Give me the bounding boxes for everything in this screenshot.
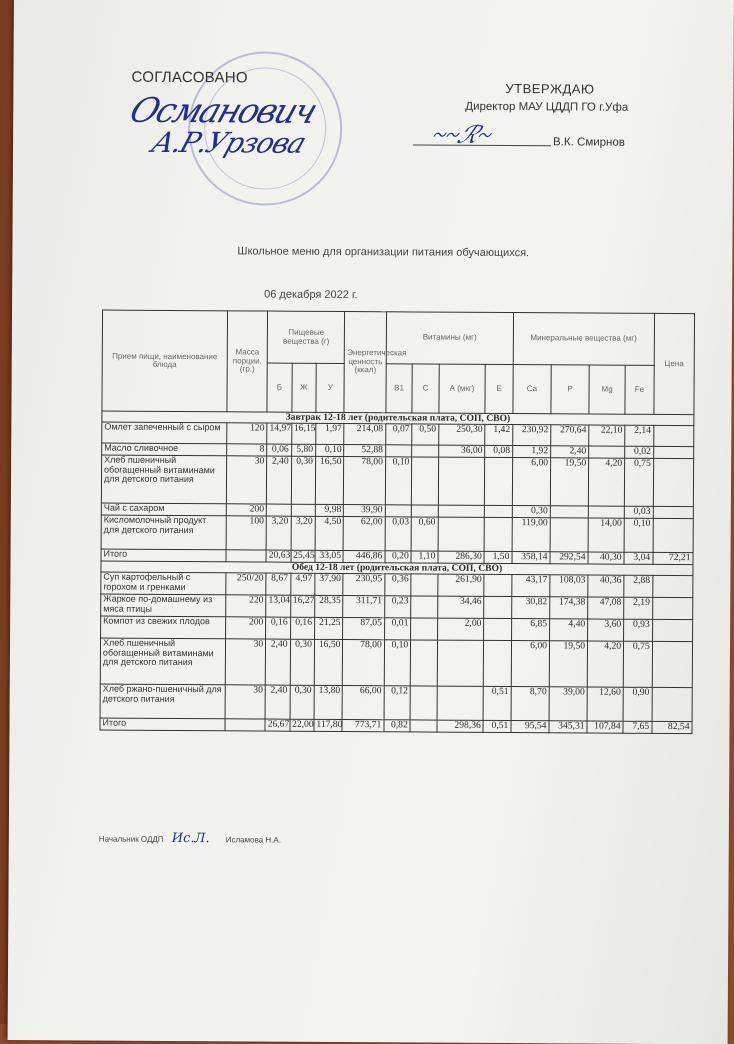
value-cell: 2,14 (625, 425, 654, 446)
value-cell: 30 (225, 639, 266, 685)
value-cell: 66,00 (343, 686, 385, 720)
value-cell: 8,70 (511, 687, 549, 721)
value-cell (437, 686, 484, 720)
value-cell (652, 642, 693, 688)
value-cell: 16,50 (315, 456, 344, 504)
header-b1: В1 (386, 364, 413, 413)
value-cell (485, 505, 513, 517)
value-cell: 4,20 (587, 641, 623, 687)
value-cell (484, 619, 512, 641)
value-cell (550, 518, 588, 552)
value-cell: 4,50 (315, 516, 344, 550)
value-cell (653, 458, 694, 506)
value-cell: 446,86 (343, 551, 384, 563)
value-cell (437, 640, 484, 686)
value-cell: 0,23 (384, 596, 411, 618)
value-cell: 2,40 (267, 456, 292, 504)
value-cell: 0,03 (385, 517, 412, 551)
dish-name-cell: Хлеб ржано-пшеничный для детского питания (100, 684, 225, 719)
value-cell: 33,05 (315, 550, 344, 562)
section-title: Обед 12-18 лет (родительская плата, СОП, СВО) (101, 561, 693, 576)
header-p: Р (551, 365, 589, 414)
value-cell: 261,90 (438, 574, 485, 596)
value-cell: 0,07 (386, 424, 413, 445)
table-row (101, 515, 693, 553)
value-cell: 13,04 (266, 595, 290, 617)
value-cell: 220 (226, 595, 266, 617)
value-cell: 0,03 (624, 506, 653, 518)
dish-name-cell: Хлеб пшеничный обогащенный витаминами для детского питания (100, 638, 225, 685)
value-cell (652, 598, 692, 620)
value-cell: 311,71 (343, 596, 384, 618)
value-cell: 108,03 (550, 575, 588, 597)
value-cell (484, 641, 512, 687)
value-cell (484, 517, 512, 551)
value-cell (484, 575, 512, 597)
value-cell (411, 618, 438, 640)
value-cell (266, 504, 290, 516)
value-cell: 214,08 (344, 424, 385, 445)
value-cell: 36,00 (438, 445, 485, 457)
value-cell (412, 505, 439, 517)
value-cell: 21,25 (314, 617, 343, 639)
header-price: Цена (654, 313, 695, 414)
value-cell: 16,27 (290, 595, 314, 617)
value-cell: 0,90 (623, 687, 652, 721)
value-cell (226, 550, 266, 562)
dish-name-cell: Компот из свежих плодов (101, 616, 226, 639)
value-cell (589, 446, 625, 458)
value-cell: 0,10 (384, 640, 411, 686)
value-cell: 292,54 (550, 552, 588, 564)
value-cell: 0,16 (290, 617, 314, 639)
dish-name-cell: Кисломолочный продукт для детского питания (101, 515, 226, 550)
value-cell: 0,30 (291, 456, 316, 504)
value-cell: 0,08 (485, 445, 513, 457)
footer (99, 831, 281, 847)
header-fe: Fe (625, 365, 654, 414)
footer-name: Исламова Н.А. (225, 835, 282, 845)
value-cell: 22,00 (290, 719, 314, 731)
value-cell: 19,50 (549, 641, 587, 687)
value-cell: 9,98 (315, 504, 344, 516)
value-cell: 3,20 (266, 516, 291, 550)
value-cell: 0,20 (385, 551, 412, 563)
value-cell (410, 720, 437, 732)
value-cell: 0,75 (623, 641, 652, 687)
value-cell: 0,10 (385, 457, 412, 505)
value-cell (485, 457, 513, 505)
value-cell: 0,10 (624, 518, 653, 552)
value-cell (588, 506, 624, 518)
header-a: А (мкг) (439, 364, 486, 413)
dish-name-cell: Суп картофельный с горохом и гренками (101, 572, 226, 595)
value-cell: 0,30 (290, 685, 315, 719)
value-cell: 120 (227, 423, 267, 444)
header-c: С (412, 364, 439, 413)
value-cell: 0,51 (483, 721, 511, 733)
value-cell: 43,17 (512, 575, 550, 597)
value-cell: 30 (226, 456, 267, 504)
value-cell: 34,46 (437, 596, 484, 618)
value-cell: 0,01 (384, 618, 411, 640)
value-cell: 773,71 (342, 720, 383, 732)
value-cell: 0,02 (625, 446, 654, 458)
value-cell: 250,30 (438, 424, 485, 445)
value-cell (412, 445, 439, 457)
value-cell: 13,80 (314, 685, 343, 719)
header-ca: Са (513, 365, 551, 414)
value-cell (652, 688, 693, 722)
header-e: Е (485, 364, 513, 413)
total-row (100, 718, 692, 734)
header-meal: Прием пищи, наименование блюда (102, 310, 228, 412)
value-cell: 0,30 (512, 506, 550, 518)
value-cell: 25,45 (291, 550, 315, 562)
header-nutrients: Пищевые вещества (г) (267, 311, 345, 363)
value-cell: 0,93 (624, 619, 653, 641)
value-cell (653, 446, 693, 458)
value-cell: 40,36 (588, 575, 624, 597)
dish-name-cell: Итого (100, 718, 225, 731)
value-cell: 2,19 (624, 597, 653, 619)
value-cell (385, 445, 412, 457)
dish-name-cell: Хлеб пшеничный обогащенный витаминами для детского питания (101, 455, 226, 504)
value-cell: 62,00 (344, 517, 386, 551)
section-title: Завтрак 12-18 лет (родительская плата, СОП, СВО) (102, 411, 694, 426)
value-cell: 119,00 (512, 518, 550, 552)
director-title: Директор МАУ ЦДДП ГО г.Уфа (465, 100, 629, 114)
footer-position: Начальник ОДДП (98, 834, 164, 844)
value-cell: 2,00 (437, 618, 484, 640)
value-cell: 174,38 (550, 597, 588, 619)
value-cell (291, 504, 315, 516)
value-cell: 78,00 (344, 457, 386, 505)
value-cell: 107,84 (587, 721, 623, 733)
value-cell: 200 (225, 617, 265, 639)
document-title: Школьное меню для организации питания обучающихся. (237, 245, 530, 260)
value-cell (652, 620, 692, 642)
value-cell: 82,54 (652, 722, 692, 734)
value-cell: 6,85 (511, 619, 549, 641)
value-cell: 298,36 (437, 720, 484, 732)
document-page (8, 0, 734, 1044)
value-cell: 22,10 (589, 425, 625, 446)
value-cell: 28,35 (315, 595, 344, 617)
value-cell: 6,00 (512, 458, 550, 506)
value-cell (225, 719, 265, 731)
header-minerals: Минеральные вещества (мг) (513, 313, 654, 366)
value-cell: 6,00 (511, 641, 549, 687)
value-cell: 4,97 (290, 573, 314, 595)
value-cell (411, 596, 438, 618)
menu-table (99, 310, 695, 735)
dish-name-cell: Омлет запеченный с сыром (102, 422, 227, 444)
header-zh: Ж (291, 363, 316, 412)
value-cell: 16,15 (291, 423, 315, 444)
value-cell: 37,90 (315, 573, 344, 595)
value-cell: 345,31 (549, 721, 587, 733)
value-cell: 20,63 (266, 550, 290, 562)
value-cell: 5,80 (291, 444, 315, 456)
dish-name-cell: Жаркое по-домашнему из мяса птицы (101, 594, 226, 617)
value-cell (653, 425, 693, 446)
table-row (100, 684, 692, 722)
value-cell: 1,97 (316, 423, 345, 444)
value-cell: 7,65 (623, 721, 652, 733)
value-cell: 8,67 (266, 573, 290, 595)
value-cell: 100 (226, 516, 266, 550)
value-cell (438, 517, 485, 551)
value-cell (484, 597, 512, 619)
value-cell: 4,40 (549, 619, 587, 641)
value-cell: 52,88 (344, 445, 385, 457)
value-cell: 0,82 (384, 720, 411, 732)
header-energy: Энергетическая ценность (ккал) (344, 312, 386, 413)
dish-name-cell: Масло сливочное (102, 443, 227, 456)
header-u: У (316, 363, 345, 412)
value-cell: 4,20 (588, 458, 624, 506)
value-cell: 39,00 (549, 687, 587, 721)
value-cell: 1,42 (485, 424, 513, 445)
agreed-signature-1: Османович (124, 90, 321, 132)
value-cell: 2,40 (265, 639, 290, 685)
value-cell: 0,51 (483, 687, 511, 721)
director-signature: ~~ℛ~ (426, 122, 498, 149)
value-cell: 26,67 (265, 719, 289, 731)
value-cell: 39,90 (344, 505, 385, 517)
value-cell: 87,05 (343, 618, 384, 640)
value-cell (653, 506, 693, 518)
value-cell: 1,92 (512, 446, 550, 458)
director-name: В.К. Смирнов (553, 136, 625, 149)
value-cell: 2,40 (265, 685, 290, 719)
value-cell: 30 (225, 685, 265, 719)
value-cell (412, 457, 439, 505)
value-cell: 230,92 (513, 425, 551, 446)
value-cell (438, 457, 485, 505)
value-cell: 250/20 (226, 573, 266, 595)
value-cell: 286,30 (438, 551, 485, 563)
value-cell: 3,20 (291, 516, 316, 550)
value-cell: 2,40 (551, 446, 589, 458)
value-cell: 19,50 (550, 458, 588, 506)
value-cell: 14,00 (588, 518, 624, 552)
value-cell: 2,88 (624, 575, 653, 597)
agreed-signature-2: А.Р.Урзова (147, 125, 310, 160)
value-cell: 117,80 (314, 719, 343, 731)
document-date: 06 декабря 2022 г. (264, 288, 358, 302)
value-cell: 12,60 (587, 687, 623, 721)
value-cell: 30,82 (512, 597, 550, 619)
approve-label: УТВЕРЖДАЮ (505, 81, 595, 97)
value-cell: 1,10 (411, 551, 438, 563)
value-cell (652, 576, 692, 598)
value-cell: 0,75 (624, 458, 653, 506)
value-cell (411, 574, 438, 596)
value-cell: 0,10 (316, 444, 345, 456)
value-cell: 358,14 (512, 552, 550, 564)
value-cell: 230,95 (343, 574, 384, 596)
value-cell: 1,50 (484, 551, 512, 563)
agreed-label: СОГЛАСОВАНО (131, 68, 248, 87)
value-cell: 0,30 (290, 639, 315, 685)
value-cell: 78,00 (343, 640, 385, 686)
value-cell: 0,06 (267, 444, 291, 456)
value-cell (410, 686, 437, 720)
table-row (100, 638, 692, 688)
value-cell: 40,30 (588, 552, 624, 564)
header-vitamins: Витамины (мг) (386, 312, 513, 365)
value-cell: 16,50 (314, 639, 343, 685)
value-cell (653, 518, 694, 552)
header-mg: Mg (589, 365, 625, 414)
header-b: Б (267, 363, 292, 412)
value-cell (411, 640, 438, 686)
value-cell: 0,50 (412, 424, 439, 445)
value-cell: 0,60 (411, 517, 438, 551)
value-cell: 270,64 (551, 425, 589, 446)
dish-name-cell: Чай с сахаром (101, 503, 226, 516)
value-cell: 72,21 (653, 552, 693, 564)
value-cell: 0,16 (266, 617, 290, 639)
value-cell: 3,04 (624, 552, 653, 564)
table-row (101, 455, 693, 507)
value-cell: 3,60 (588, 619, 624, 641)
value-cell (438, 505, 485, 517)
footer-signature: Ис.Л. (171, 830, 210, 847)
value-cell: 8 (227, 444, 267, 456)
header-mass: Масса порции, (гр.) (227, 311, 268, 412)
value-cell (550, 506, 588, 518)
value-cell (385, 505, 412, 517)
value-cell: 47,08 (588, 597, 624, 619)
value-cell: 14,97 (267, 423, 291, 444)
value-cell: 0,12 (384, 686, 411, 720)
value-cell: 0,36 (385, 574, 412, 596)
value-cell: 200 (226, 504, 266, 516)
dish-name-cell: Итого (101, 549, 226, 562)
value-cell: 95,54 (511, 721, 549, 733)
